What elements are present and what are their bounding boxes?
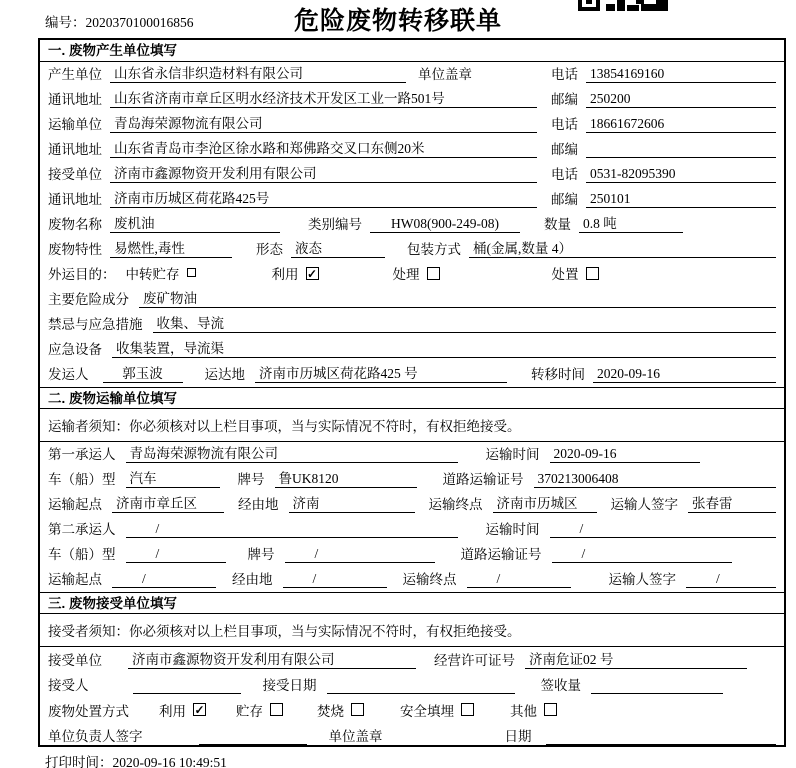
first-carrier-field: 青岛海荣源物流有限公司 [126, 442, 458, 463]
emergency-equipment-label: 应急设备 [48, 342, 102, 357]
receiver-address-label: 通讯地址 [48, 192, 102, 207]
producer-zip-label: 邮编 [551, 92, 578, 107]
hazard-component-label: 主要危险成分 [48, 292, 129, 307]
row-shipper [40, 362, 784, 387]
row-producer [40, 62, 784, 87]
receiver-name-field: 济南市鑫源物资开发利用有限公司 [110, 162, 537, 183]
disposal-landfill-checkbox [461, 703, 474, 716]
document-number-value: 2020370100016856 [85, 15, 194, 30]
packing-field: 桶(金属,数量 4） [469, 237, 776, 258]
second-carrier-label: 第二承运人 [48, 522, 116, 537]
end2-label: 运输终点 [402, 572, 457, 587]
purpose-option-utilize [272, 263, 319, 283]
shipper-field: 郭玉波 [103, 362, 183, 383]
row-acceptor [40, 673, 784, 699]
purpose-treat-checkbox [427, 267, 440, 280]
transporter-label: 运输单位 [48, 117, 102, 132]
form-state-field: 液态 [291, 237, 385, 258]
purpose-storage-checkbox [187, 268, 196, 277]
first-carrier-label: 第一承运人 [48, 447, 116, 462]
receiver-phone-label: 电话 [551, 167, 578, 182]
transporter-zip-field [586, 141, 776, 158]
row-transfer-purpose [40, 262, 784, 287]
transfer-purpose-label: 外运目的： [48, 267, 116, 282]
disposal-other-checkbox [544, 703, 557, 716]
disposal-storage-label: 贮存 [236, 703, 263, 719]
transporter-zip-label: 邮编 [551, 142, 578, 157]
disposal-landfill-label: 安全填埋 [400, 703, 454, 719]
qr-code-icon [578, 0, 668, 11]
section1-title: 一. 废物产生单位填写 [40, 40, 784, 62]
unit-seal2-label: 单位盖章 [328, 729, 383, 744]
head-signature-label: 单位负责人签字 [48, 729, 143, 744]
acceptor-field [133, 677, 241, 694]
taboo-measures-label: 禁忌与应急措施 [48, 317, 143, 332]
row-vehicle1 [40, 467, 784, 492]
taboo-measures-field: 收集、导流 [153, 312, 777, 333]
purpose-treat-label: 处理 [392, 267, 420, 282]
manifest-form-table [38, 38, 786, 747]
plate2-label: 牌号 [247, 547, 275, 562]
date-field [546, 728, 777, 745]
origin2-label: 运输起点 [48, 572, 102, 587]
end1-label: 运输终点 [428, 497, 483, 512]
received-qty-label: 签收量 [540, 678, 581, 693]
via1-label: 经由地 [238, 497, 279, 512]
vehicle-type2-field: / [126, 546, 226, 563]
accept-date-field [327, 677, 515, 694]
waste-name-field: 废机油 [110, 212, 280, 233]
license-label: 经营许可证号 [434, 652, 515, 668]
disposal-utilize-checkbox: ✓ [194, 703, 205, 717]
print-time [45, 751, 227, 768]
row-second-carrier [40, 517, 784, 542]
second-carrier-field: / [126, 521, 458, 538]
disposal-option-other [510, 700, 557, 720]
row-route1 [40, 492, 784, 517]
disposal-option-incinerate [317, 700, 364, 720]
vehicle-type1-label: 车（船）型 [48, 472, 116, 487]
acceptor-label: 接受人 [48, 678, 89, 693]
disposal-option-storage [236, 700, 283, 720]
unit-seal-label: 单位盖章 [418, 67, 472, 82]
producer-address-field: 山东省济南市章丘区明水经济技术开发区工业一路501号 [110, 87, 537, 108]
row-transporter [40, 112, 784, 137]
transport-time1-field: 2020-09-16 [550, 446, 700, 463]
row-head-signature [40, 724, 784, 750]
quantity-label: 数量 [544, 217, 571, 232]
print-time-value: 2020-09-16 10:49:51 [112, 755, 227, 768]
receiver-zip-label: 邮编 [551, 192, 578, 207]
producer-name-field: 山东省永信非织造材料有限公司 [110, 62, 406, 83]
packing-label: 包装方式 [407, 242, 461, 257]
receiver-address-field: 济南市历城区荷花路425号 [110, 187, 537, 208]
plate1-field: 鲁UK8120 [275, 467, 417, 488]
via1-field: 济南 [289, 492, 415, 513]
row-hazard-component [40, 287, 784, 312]
purpose-option-treat [393, 263, 440, 283]
row-waste-name [40, 212, 784, 237]
disposal-other-label: 其他 [510, 703, 537, 719]
accept-date-label: 接受日期 [262, 678, 317, 693]
transporter-phone-field: 18661672606 [586, 116, 776, 133]
purpose-utilize-checkbox: ✓ [306, 266, 318, 281]
road-permit2-label: 道路运输证号 [460, 547, 542, 562]
purpose-dispose-checkbox [586, 267, 599, 280]
destination-field: 济南市历城区荷花路425 号 [255, 362, 507, 383]
purpose-dispose-label: 处置 [551, 267, 579, 282]
print-time-label: 打印时间： [45, 755, 113, 768]
road-permit1-label: 道路运输证号 [442, 472, 524, 487]
receiver-notice: 接受者须知：你必须核对以上栏目事项，当与实际情况不符时，有权拒绝接受。 [40, 614, 784, 647]
row-receiver-address [40, 187, 784, 212]
transport-time2-label: 运输时间 [485, 522, 540, 537]
license-field: 济南危证02 号 [525, 648, 747, 669]
disposal-incinerate-label: 焚烧 [317, 703, 344, 719]
head-signature-field [199, 728, 307, 745]
section3-title: 三. 废物接受单位填写 [40, 592, 784, 614]
shipper-label: 发运人 [48, 367, 89, 382]
producer-phone-field: 13854169160 [586, 66, 776, 83]
disposal-method-label: 废物处置方式 [48, 703, 129, 719]
hazard-component-field: 废矿物油 [139, 287, 776, 308]
end1-field: 济南市历城区 [493, 492, 597, 513]
form-state-label: 形态 [256, 242, 283, 257]
transport-time1-label: 运输时间 [485, 447, 540, 462]
row-route2 [40, 567, 784, 592]
vehicle-type1-field: 汽车 [126, 467, 220, 488]
purpose-storage-label: 中转贮存 [125, 267, 180, 282]
emergency-equipment-field: 收集装置，导流渠 [112, 337, 776, 358]
receiver-zip-field: 250101 [586, 191, 776, 208]
received-qty-field [591, 677, 723, 694]
transporter-address-label: 通讯地址 [48, 142, 102, 157]
end2-field: / [467, 571, 571, 588]
transport-time2-field: / [550, 521, 777, 538]
receiver-label: 接受单位 [48, 167, 102, 182]
road-permit2-field: / [552, 546, 732, 563]
vehicle-type2-label: 车（船）型 [48, 547, 116, 562]
transporter-phone-label: 电话 [551, 117, 578, 132]
purpose-option-storage [126, 263, 196, 283]
section2-title: 二. 废物运输单位填写 [40, 387, 784, 409]
sign1-field: 张春雷 [688, 492, 776, 513]
quantity-field: 0.8 吨 [579, 212, 683, 233]
category-code-field: HW08(900-249-08) [370, 216, 520, 233]
transporter-address-field: 山东省青岛市李沧区徐水路和郑佛路交叉口东侧20米 [110, 137, 537, 158]
purpose-option-dispose [552, 263, 599, 283]
via2-field: / [283, 571, 387, 588]
category-code-label: 类别编号 [308, 217, 362, 232]
disposal-utilize-label: 利用 [159, 703, 186, 719]
row-accept-unit [40, 647, 784, 673]
producer-label: 产生单位 [48, 67, 102, 82]
producer-phone-label: 电话 [551, 67, 578, 82]
transfer-time-label: 转移时间 [531, 367, 585, 382]
document-number-label: 编号： [45, 15, 86, 30]
transporter-notice: 运输者须知：你必须核对以上栏目事项，当与实际情况不符时，有权拒绝接受。 [40, 409, 784, 442]
row-vehicle2 [40, 542, 784, 567]
producer-zip-field: 250200 [586, 91, 776, 108]
via2-label: 经由地 [232, 572, 273, 587]
destination-label: 运达地 [204, 367, 245, 382]
waste-character-field: 易燃性,毒性 [110, 237, 232, 258]
disposal-incinerate-checkbox [351, 703, 364, 716]
producer-address-label: 通讯地址 [48, 92, 102, 107]
row-disposal-method [40, 698, 784, 724]
disposal-storage-checkbox [270, 703, 283, 716]
waste-name-label: 废物名称 [48, 217, 102, 232]
date-label: 日期 [504, 729, 532, 744]
road-permit1-field: 370213006408 [534, 471, 777, 488]
row-taboo-measures [40, 312, 784, 337]
row-transporter-address [40, 137, 784, 162]
plate2-field: / [285, 546, 435, 563]
waste-character-label: 废物特性 [48, 242, 102, 257]
origin1-label: 运输起点 [48, 497, 102, 512]
accept-unit-field: 济南市鑫源物资开发利用有限公司 [128, 648, 416, 669]
row-receiver [40, 162, 784, 187]
row-first-carrier [40, 442, 784, 467]
row-producer-address [40, 87, 784, 112]
plate1-label: 牌号 [237, 472, 265, 487]
transfer-time-field: 2020-09-16 [593, 366, 776, 383]
row-waste-character [40, 237, 784, 262]
receiver-phone-field: 0531-82095390 [586, 166, 776, 183]
sign2-field: / [686, 571, 776, 588]
disposal-option-landfill [400, 700, 474, 720]
transporter-name-field: 青岛海荣源物流有限公司 [110, 112, 537, 133]
sign1-label: 运输人签字 [610, 497, 678, 512]
accept-unit-label: 接受单位 [48, 652, 102, 668]
purpose-utilize-label: 利用 [271, 267, 299, 282]
origin2-field: / [112, 571, 216, 588]
disposal-option-utilize [159, 700, 206, 720]
page-title: 危险废物转移联单 [293, 7, 502, 35]
sign2-label: 运输人签字 [608, 572, 676, 587]
origin1-field: 济南市章丘区 [112, 492, 224, 513]
row-emergency-equipment [40, 337, 784, 362]
